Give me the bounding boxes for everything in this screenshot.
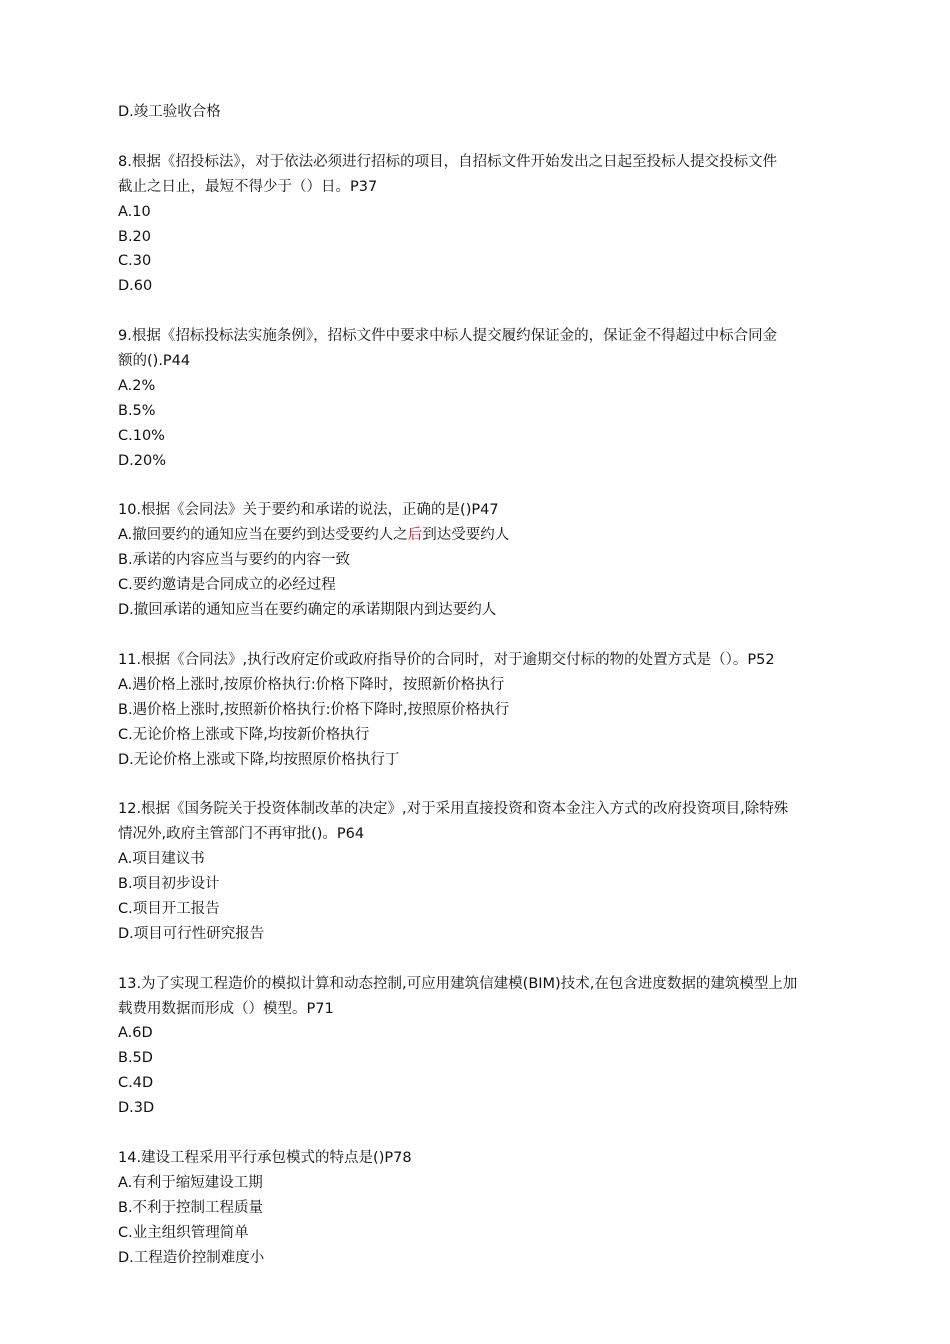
question-stem-line: 13.为了实现工程造价的模拟计算和动态控制,可应用建筑信建模(BIM)技术,在包含进度数据的建筑模型上加 — [118, 975, 798, 992]
option-d: D.项目可行性研究报告 — [118, 925, 265, 942]
question-stem-line: 额的().P44 — [118, 353, 191, 370]
question-14 — [118, 1146, 898, 1271]
question-stem-line: 情况外,政府主管部门不再审批()。P64 — [118, 826, 365, 843]
option-a: A.6D — [118, 1025, 153, 1042]
option-d: D.工程造价控制难度小 — [118, 1249, 265, 1266]
option-a-text-after: 到达受要约人 — [422, 527, 510, 544]
question-stem-line: 截止之日止，最短不得少于（）日。P37 — [118, 178, 378, 195]
option-c: C.业主组织管理简单 — [118, 1224, 249, 1241]
option-c: C.4D — [118, 1075, 154, 1092]
option-d-prev: D.竣工验收合格 — [118, 104, 221, 120]
question-stem-line: 9.根据《招标投标法实施条例》，招标文件中要求中标人提交履约保证金的，保证金不得超过中标合同金 — [118, 328, 778, 345]
option-d: D.3D — [118, 1100, 155, 1117]
question-12 — [118, 797, 898, 946]
option-c: C.项目开工报告 — [118, 900, 220, 917]
question-8 — [118, 150, 898, 299]
option-b: B.20 — [118, 228, 152, 245]
option-b: B.5% — [118, 402, 156, 419]
option-d: D.撤回承诺的通知应当在要约确定的承诺期限内到达要约人 — [118, 602, 497, 619]
option-a: A.项目建议书 — [118, 851, 205, 868]
option-b: B.遇价格上涨时,按照新价格执行:价格下降时,按照原价格执行 — [118, 701, 510, 718]
option-d: D.20% — [118, 452, 167, 469]
question-stem-line: 14.建设工程采用平行承包模式的特点是()P78 — [118, 1149, 412, 1166]
option-c: C.30 — [118, 253, 152, 270]
option-a-highlight: 后 — [407, 527, 423, 544]
option-b: B.5D — [118, 1050, 153, 1067]
option-a: A.遇价格上涨时,按原价格执行:价格下降时，按照新价格执行 — [118, 676, 505, 693]
option-a — [118, 523, 898, 548]
question-stem-line: 10.根据《会同法》关于要约和承诺的说法，正确的是()P47 — [118, 502, 499, 519]
question-stem-line: 11.根据《合同法》,执行改府定价或政府指导价的合同时，对于逾期交付标的物的处置方式是（）。P52 — [118, 651, 775, 668]
option-c: C.无论价格上涨或下降,均按新价格执行 — [118, 726, 370, 743]
option-d: D.无论价格上涨或下降,均按照原价格执行丁 — [118, 751, 400, 768]
option-c: C.10% — [118, 427, 165, 444]
document-page — [118, 100, 898, 1270]
option-a: A.有利于缩短建设工期 — [118, 1174, 263, 1191]
option-b: B.不利于控制工程质量 — [118, 1199, 264, 1216]
question-9 — [118, 324, 898, 473]
question-stem-line: 12.根据《国务院关于投资体制改革的决定》,对于采用直接投资和资本金注入方式的改府投资项目,除特殊 — [118, 801, 789, 818]
question-stem-line: 8.根据《招投标法》，对于依法必须进行招标的项目，自招标文件开始发出之日起至投标人提交投标文件 — [118, 153, 778, 170]
option-c: C.要约邀请是合同成立的必经过程 — [118, 577, 336, 594]
question-10 — [118, 498, 898, 623]
option-a: A.10 — [118, 203, 151, 220]
question-11 — [118, 648, 898, 773]
question-13 — [118, 972, 898, 1121]
option-a: A.2% — [118, 377, 156, 394]
option-d: D.60 — [118, 278, 153, 295]
option-a-text-before: A.撤回要约的通知应当在要约到达受要约人之 — [118, 527, 408, 544]
question-stem-line: 载费用数据而形成（）模型。P71 — [118, 1000, 334, 1017]
option-b: B.承诺的内容应当与要约的内容一致 — [118, 552, 351, 569]
option-b: B.项目初步设计 — [118, 876, 220, 893]
